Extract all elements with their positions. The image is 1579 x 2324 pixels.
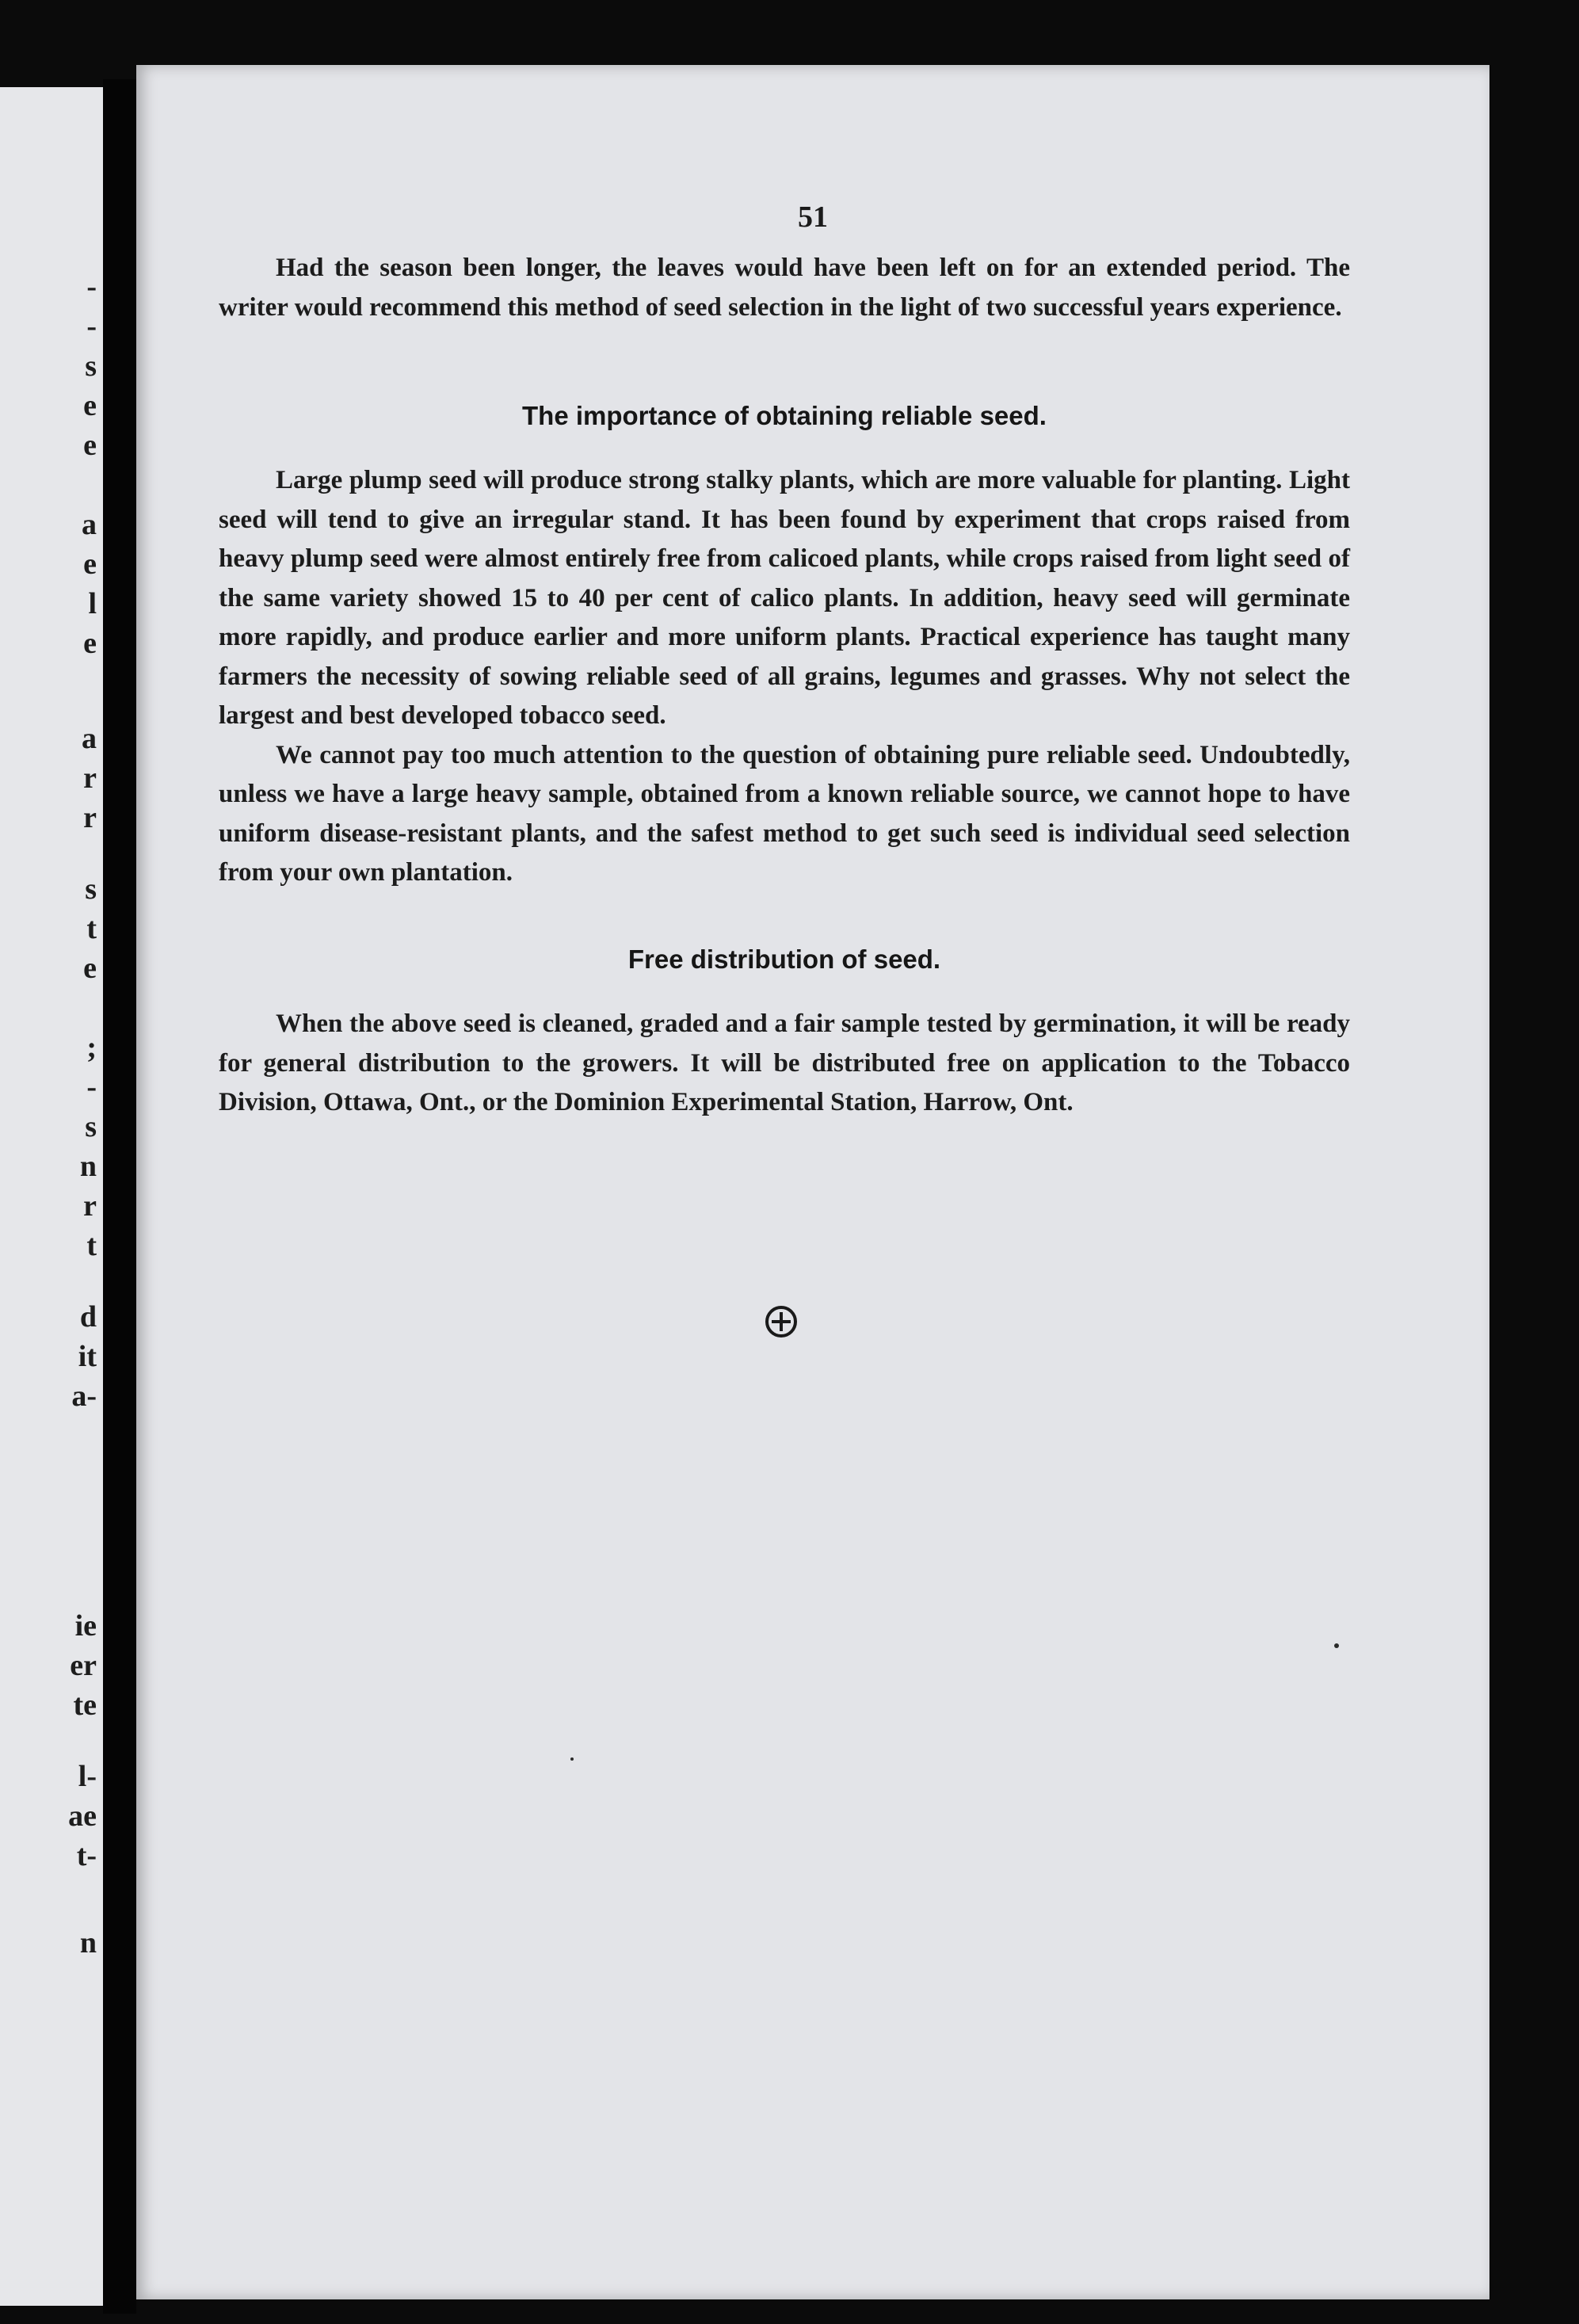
- importance-paragraph-1: Large plump seed will produce strong stalky plants, which are more valuable for planting. Light seed will tend to give an irregular stand. It has been found by experiment that crops raised from heavy plump seed were almost entirely free from calicoed plants, while crops raised from light seed of the same variety showed 15 to 40 per cent of calico plants. In addition, heavy seed will germinate more rapidly, and produce earlier and more uniform plants. Practical experience has taught many farmers the necessity of sowing reliable seed of all grains, legumes and grasses. Why not select the largest and best developed tobacco seed.: [219, 466, 1350, 730]
- section-importance-body: [219, 461, 1350, 893]
- facing-page-fragment: e: [83, 952, 97, 985]
- facing-page-text-edge: [0, 87, 103, 2306]
- facing-page-fragment: s: [85, 872, 97, 906]
- book-gutter: [103, 79, 136, 2314]
- facing-page-fragment: l: [88, 587, 97, 620]
- facing-page-fragment: er: [70, 1649, 97, 1682]
- facing-page-fragment: s: [85, 1110, 97, 1143]
- facing-page-fragment: a-: [71, 1380, 97, 1413]
- facing-page-fragment: n: [79, 1150, 97, 1183]
- importance-paragraph-2: We cannot pay too much attention to the question of obtaining pure reliable seed. Undoubtedly, unless we have a large heavy sample, obtained from a known reliable source, we cannot hope to have uniform disease-resistant plants, and the safest method to get such seed is individual seed selection from your own plantation.: [219, 740, 1350, 887]
- intro-block: [219, 249, 1350, 327]
- facing-page-fragment: t: [86, 1229, 97, 1262]
- intro-paragraph: Had the season been longer, the leaves would have been left on for an extended period. The writer would recommend this method of seed selection in the light of two successful years experience.: [219, 254, 1350, 322]
- facing-page-fragment: -: [86, 310, 97, 343]
- facing-page-fragment: -: [86, 270, 97, 303]
- section-distribution: [219, 944, 1350, 975]
- distribution-paragraph: When the above seed is cleaned, graded and a fair sample tested by germination, it will be ready for general distribution to the growers. It will be distributed free on application to the Tobacco Division, Ottawa, Ont., or the Dominion Experimental Station, Harrow, Ont.: [219, 1009, 1350, 1116]
- facing-page-fragment: te: [73, 1689, 97, 1722]
- facing-page-fragment: r: [83, 801, 97, 834]
- section-heading-importance: The importance of obtaining reliable seed.: [522, 401, 1047, 430]
- scan-speck: [570, 1757, 574, 1761]
- facing-page-fragment: e: [83, 389, 97, 422]
- scan-speck: [1334, 1643, 1339, 1648]
- facing-page-fragment: ;: [86, 1031, 97, 1064]
- facing-page-fragment: a: [82, 722, 97, 755]
- facing-page-fragment: d: [79, 1300, 97, 1334]
- facing-page-fragment: -: [86, 1070, 97, 1104]
- facing-page-fragment: ae: [68, 1799, 97, 1833]
- facing-page-fragment: r: [83, 1189, 97, 1223]
- facing-page-fragment: ie: [74, 1609, 97, 1643]
- facing-page-fragment: l-: [78, 1760, 97, 1793]
- section-importance: [219, 401, 1350, 431]
- circled-plus-icon: [765, 1306, 797, 1338]
- page-number: 51: [798, 200, 828, 234]
- facing-page-fragment: e: [83, 627, 97, 660]
- facing-page-fragment: it: [78, 1340, 97, 1373]
- facing-page-fragment: t: [86, 912, 97, 945]
- facing-page-fragment: t-: [76, 1839, 97, 1872]
- document-page: [136, 65, 1489, 2299]
- facing-page-fragment: e: [83, 429, 97, 462]
- facing-page: [0, 87, 103, 2306]
- section-heading-distribution: Free distribution of seed.: [627, 944, 941, 974]
- facing-page-fragment: r: [83, 761, 97, 795]
- facing-page-fragment: a: [82, 508, 97, 541]
- facing-page-fragment: n: [79, 1926, 97, 1960]
- facing-page-fragment: e: [83, 548, 97, 581]
- facing-page-fragment: s: [85, 349, 97, 383]
- section-distribution-body: [219, 1005, 1350, 1123]
